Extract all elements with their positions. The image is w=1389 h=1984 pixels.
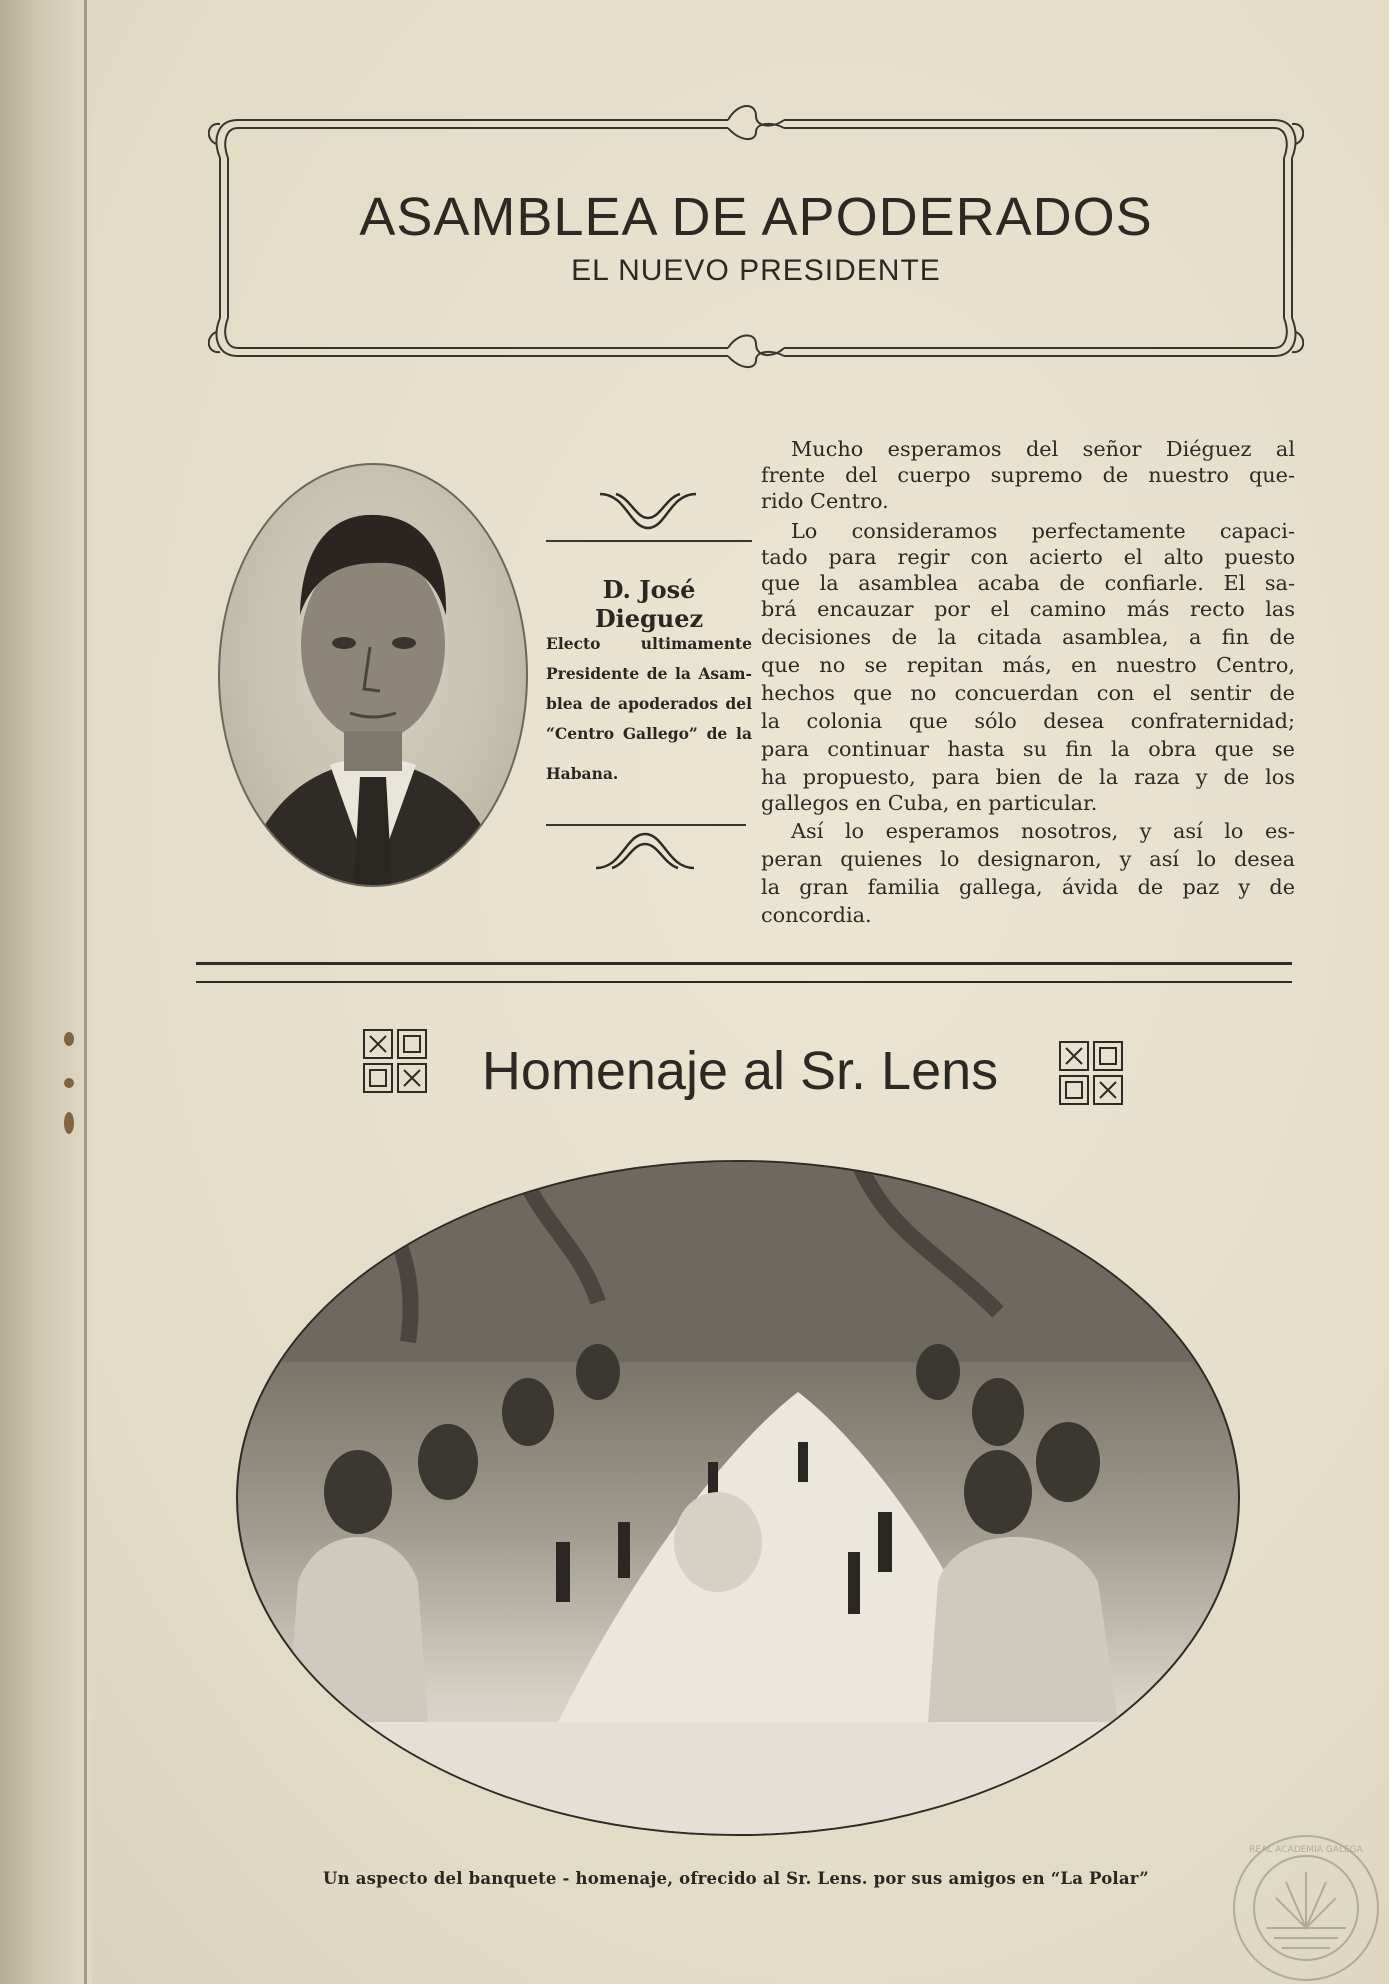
page-subtitle: EL NUEVO PRESIDENTE <box>571 254 941 287</box>
banquet-scene <box>238 1162 1238 1834</box>
article-line: decisiones de la citada asamblea, a fin de <box>761 625 1295 649</box>
article-line: que la asamblea acaba de confiarle. El sa- <box>761 571 1295 595</box>
article-line: la colonia que sólo desea confraternidad; <box>761 709 1295 733</box>
caption-rule-bottom <box>546 824 746 826</box>
article-line: para continuar hasta su fin la obra que se <box>761 737 1295 761</box>
homenaje-title: Homenaje al Sr. Lens <box>481 1041 999 1101</box>
portrait-caption-line: Habana. <box>546 764 619 783</box>
article-line: Así lo esperamos nosotros, y así lo es- <box>791 819 1295 843</box>
binding-stain <box>64 1078 74 1088</box>
portrait-caption-line: Electo ultimamente <box>546 634 752 653</box>
seal-lettering: REAL ACADEMIA GALEGA <box>1249 1845 1363 1855</box>
article-line: hechos que no concuerdan con el sentir de <box>761 681 1295 705</box>
article-line: brá encauzar por el camino más recto las <box>761 597 1295 621</box>
article-line: concordia. <box>761 903 872 927</box>
article-line: ha propuesto, para bien de la raza y de los <box>761 765 1295 789</box>
article-line: Mucho esperamos del señor Diéguez al <box>791 437 1295 461</box>
portrait-caption-name: D. José Dieguez <box>594 575 704 633</box>
celtic-knot-icon <box>362 1028 428 1094</box>
section-separator <box>196 981 1292 983</box>
page-title: ASAMBLEA DE APODERADOS <box>359 187 1153 247</box>
binding-stain <box>64 1112 74 1134</box>
celtic-knot-icon <box>1058 1040 1124 1106</box>
article-line: la gran familia gallega, ávida de paz y de <box>761 875 1295 899</box>
article-line: Lo consideramos perfectamente capaci- <box>791 519 1295 543</box>
section-separator <box>196 962 1292 965</box>
article-line: rido Centro. <box>761 489 889 513</box>
binding-stain <box>64 1032 74 1046</box>
portrait-caption-line: Presidente de la Asam- <box>546 664 752 683</box>
article-line: que no se repitan más, en nuestro Centro, <box>761 653 1295 677</box>
binding-gutter <box>0 0 92 1984</box>
portrait-figure <box>220 465 526 885</box>
portrait-caption-line: “Centro Gallego” de la <box>546 724 752 743</box>
caption-rule-top <box>546 540 752 542</box>
banquet-photo <box>236 1160 1240 1836</box>
portrait-caption-line: blea de apoderados del <box>546 694 752 713</box>
article-line: peran quienes lo designaron, y así lo desea <box>761 847 1295 871</box>
article-line: frente del cuerpo supremo de nuestro que- <box>761 463 1295 487</box>
binding-fold <box>84 0 87 1984</box>
article-line: gallegos en Cuba, en particular. <box>761 791 1098 815</box>
library-seal-stamp <box>1230 1832 1382 1984</box>
flourish-top-icon <box>596 488 700 532</box>
article-line: tado para regir con acierto el alto puesto <box>761 545 1295 569</box>
portrait-photo <box>218 463 528 887</box>
flourish-bottom-icon <box>592 830 698 874</box>
photo-caption: Un aspecto del banquete - homenaje, ofrecido al Sr. Lens. por sus amigos en “La Polar” <box>323 1869 1149 1888</box>
